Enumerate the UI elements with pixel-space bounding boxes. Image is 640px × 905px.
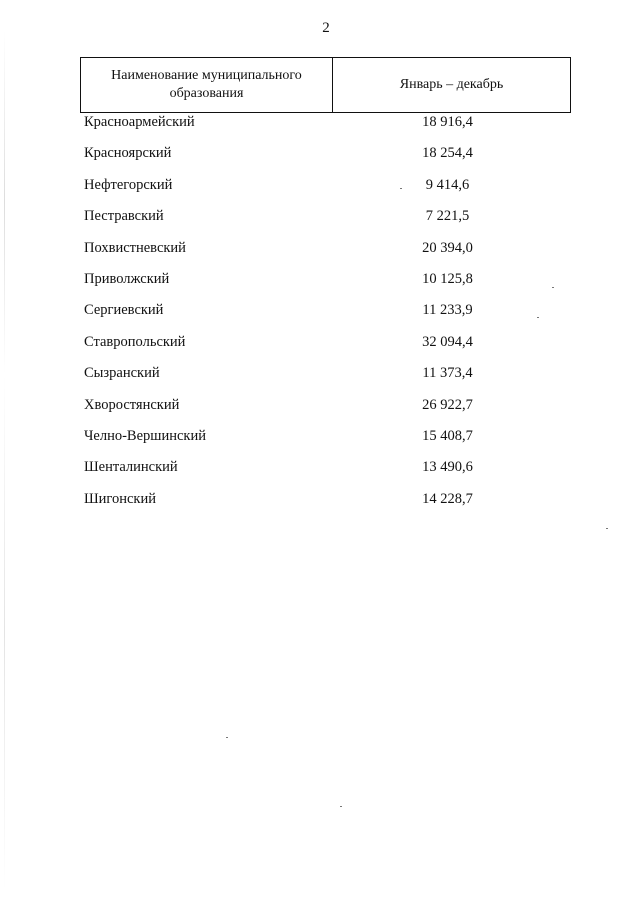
municipality-name: Шигонский [84, 490, 156, 507]
municipality-value: 15 408,7 [422, 427, 473, 444]
municipality-name: Ставропольский [84, 333, 186, 350]
table-row [0, 332, 640, 363]
municipality-name: Пестравский [84, 208, 164, 225]
table-row [0, 300, 640, 331]
table-row [0, 489, 640, 520]
table-body [0, 112, 640, 520]
table-row [0, 269, 640, 300]
header-municipality-name: Наименование муниципального образования [81, 58, 333, 112]
municipality-value: 32 094,4 [422, 333, 473, 350]
municipality-name: Красноармейский [84, 114, 195, 130]
municipality-name: Сергиевский [84, 302, 164, 319]
page-number: 2 [322, 20, 330, 36]
table-row [0, 112, 640, 143]
scan-speck [226, 737, 228, 738]
municipality-name: Красноярский [84, 145, 172, 162]
municipality-name: Челно-Вершинский [84, 427, 206, 444]
scan-speck [537, 317, 539, 318]
municipality-value: 14 228,7 [422, 490, 473, 507]
table-row [0, 238, 640, 269]
table-header [80, 57, 571, 113]
municipality-name: Нефтегорский [84, 176, 173, 193]
table-row [0, 206, 640, 237]
municipality-value: 18 916,4 [422, 114, 473, 130]
municipality-value: 11 373,4 [422, 365, 473, 382]
table-row [0, 395, 640, 426]
municipality-value: 11 233,9 [422, 302, 473, 319]
municipality-value: 13 490,6 [422, 459, 473, 476]
municipality-value: 10 125,8 [422, 270, 473, 287]
header-period: Январь – декабрь [399, 77, 504, 92]
table-row [0, 457, 640, 488]
municipality-name: Приволжский [84, 270, 170, 287]
municipality-value: 20 394,0 [422, 239, 473, 256]
table-row [0, 426, 640, 457]
municipality-value: 7 221,5 [425, 208, 470, 225]
table-row [0, 175, 640, 206]
table-row [0, 143, 640, 174]
municipality-value: 18 254,4 [422, 145, 473, 162]
municipality-name: Похвистневский [84, 239, 186, 256]
scan-speck [340, 806, 342, 807]
municipality-value: 9 414,6 [425, 176, 470, 193]
municipality-value: 26 922,7 [422, 396, 473, 413]
table-row [0, 363, 640, 394]
scan-speck [552, 287, 554, 288]
municipality-name: Сызранский [84, 365, 160, 382]
scan-speck [606, 528, 608, 529]
municipality-name: Хворостянский [84, 396, 180, 413]
scan-speck [400, 188, 402, 189]
municipality-name: Шенталинский [84, 459, 178, 476]
